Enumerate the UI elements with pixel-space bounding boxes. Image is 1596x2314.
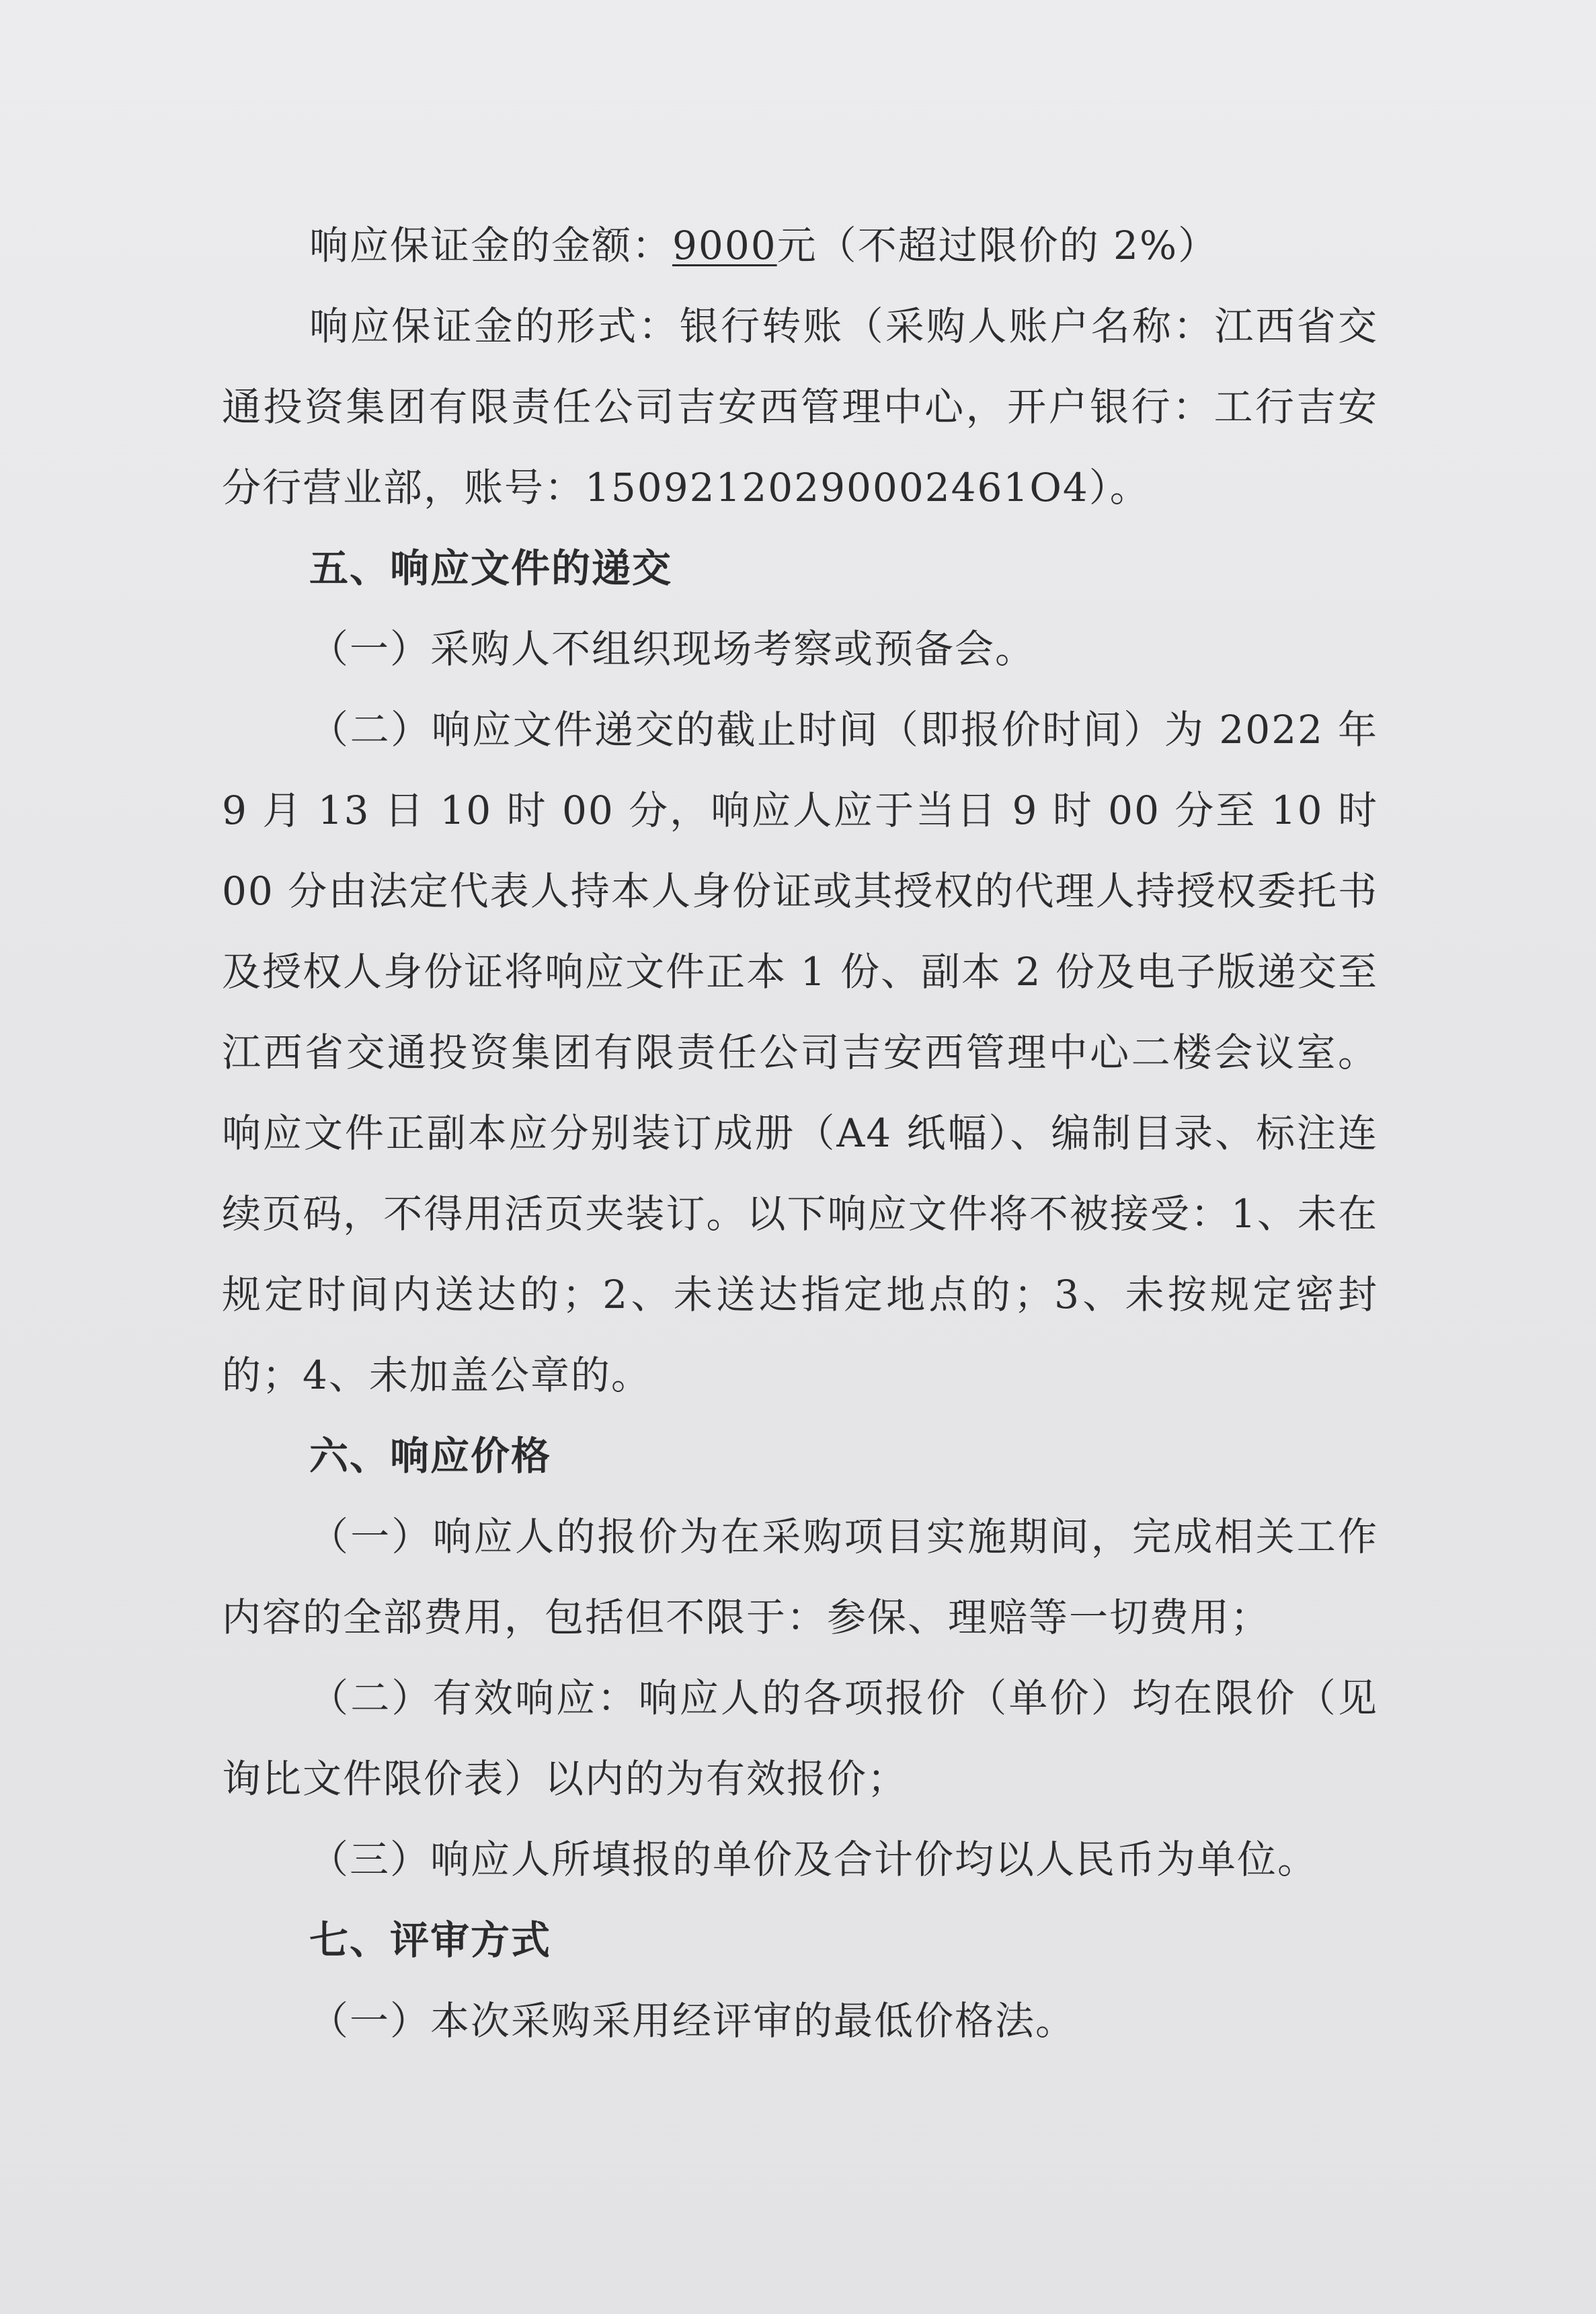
- deposit-amount-suffix: 元（不超过限价的 2%）: [776, 223, 1219, 268]
- deposit-amount-paragraph: [222, 205, 1378, 286]
- section-6-item-3: （三）响应人所填报的单价及合计价均以人民币为单位。: [309, 1837, 1318, 1882]
- deposit-form-paragraph: 响应保证金的形式：银行转账（采购人账户名称：江西省交通投资集团有限责任公司吉安西管理中心，开户银行：工行吉安分行营业部，账号：15092120290002461O4）。: [222, 303, 1378, 510]
- section-5-heading: 五、响应文件的递交: [309, 545, 673, 591]
- section-5-item-1: （一）采购人不组织现场考察或预备会。: [309, 626, 1036, 672]
- deposit-amount-prefix: 响应保证金的金额：: [309, 223, 673, 268]
- section-7-heading: 七、评审方式: [309, 1917, 552, 1963]
- section-6-heading: 六、响应价格: [309, 1433, 552, 1479]
- deposit-amount-value: 9000: [672, 223, 777, 268]
- section-5-item-2: （二）响应文件递交的截止时间（即报价时间）为 2022 年 9 月 13 日 10 时 00 分，响应人应于当日 9 时 00 分至 10 时 00 分由法定代表人持本人身份证或其授权的代理人持授权委托书及授权人身份证将响应文件正本 1 份、副本 2 份及电子版递交至江西省交通投资集团有限责任公司吉安西管理中心二楼会议室。响应文件正副本应分别装订成册（A4 纸幅）、编制目录、标注连续页码，不得用活页夹装订。以下响应文件将不被接受：1、未在规定时间内送达的；2、未送达指定地点的；3、未按规定密封的；4、未加盖公章的。: [222, 707, 1378, 1398]
- section-6-item-1: （一）响应人的报价为在采购项目实施期间，完成相关工作内容的全部费用，包括但不限于：参保、理赔等一切费用；: [222, 1514, 1378, 1640]
- section-6-item-2: （二）有效响应：响应人的各项报价（单价）均在限价（见询比文件限价表）以内的为有效报价；: [222, 1675, 1378, 1802]
- section-7-item-1: （一）本次采购采用经评审的最低价格法。: [309, 1998, 1076, 2044]
